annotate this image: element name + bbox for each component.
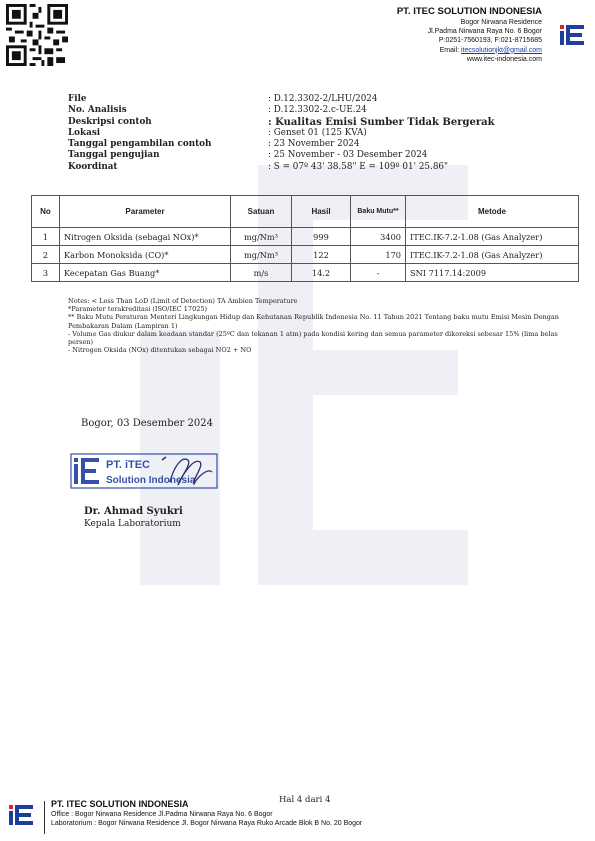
info-row: Tanggal pengambilan contoh : 23 November 2024: [68, 139, 360, 150]
table-header-row: [32, 196, 579, 228]
col-metode: Metode: [406, 196, 579, 228]
page-number: Hal 4 dari 4: [279, 795, 331, 805]
company-logo-icon: [557, 22, 587, 48]
address-line: Jl.Padma Nirwana Raya No. 6 Bogor: [427, 28, 542, 36]
col-satuan: Satuan: [231, 196, 292, 228]
stamp-line1: PT. iTEC: [106, 459, 151, 471]
stamp-line2: Solution Indonesia: [106, 475, 196, 486]
table-row: 3 Kecepatan Gas Buang* m/s 14.2 - SNI 7117.14:2009: [32, 264, 579, 282]
col-parameter: Parameter: [60, 196, 231, 228]
phone-line: P:0251-7560193, F:021-8715685: [438, 37, 542, 45]
note-line: - Volume Gas diukur dalam keadaan standar (25ºC dan tekanan 1 atm) pada kondisi kering dan semua parameter dikoreksi sebesar 15% (lima belas persen): [68, 329, 558, 347]
footer-info: [51, 800, 362, 829]
info-row: File : D.12.3302-2/LHU/2024: [68, 94, 378, 104]
company-header: [397, 6, 542, 64]
table-row: 2 Karbon Monoksida (CO)* mg/Nm³ 122 170 ITEC.IK-7.2-1.08 (Gas Analyzer): [32, 246, 579, 264]
signer-title: Kepala Laboratorium: [84, 519, 181, 529]
signer-name: Dr. Ahmad Syukri: [84, 506, 183, 517]
address-line: Bogor Nirwana Residence: [460, 19, 542, 26]
sample-info: [68, 94, 495, 173]
note-line: - Nitrogen Oksida (NOx) ditentukan sebagai NO2 + NO: [68, 346, 252, 355]
info-row: Deskripsi contoh : Kualitas Emisi Sumber Tidak Bergerak: [68, 116, 495, 128]
company-stamp: [70, 452, 220, 490]
info-row: Koordinat : S = 07º 43' 38.58" E = 109º 01' 25.86": [68, 161, 449, 172]
email-line: Email: itecsolutionjkt@gmail.com: [439, 46, 542, 54]
info-row: Tanggal pengujian : 25 November - 03 Desember 2024: [68, 150, 428, 161]
results-table: [31, 195, 579, 282]
notes: [68, 297, 578, 354]
signature-date: Bogor, 03 Desember 2024: [81, 418, 213, 429]
email-link[interactable]: itecsolutionjkt@gmail.com: [460, 46, 542, 54]
note-line: Notes: < Less Than LoD (Limit of Detection) TA Ambien Temperature: [68, 297, 298, 305]
col-no: No: [32, 196, 60, 228]
website[interactable]: www.itec-indonesia.com: [466, 55, 542, 63]
footer-divider: [44, 801, 45, 834]
note-line: ** Baku Mutu Peraturan Menteri Lingkungan Hidup dan Kehutanan Republik Indonesia No. 11 Tahun 2021 Tentang baku mutu Emisi Mesin Dengan Pembakaran Dalam (Lampiran 1): [68, 313, 559, 330]
footer-company: PT. ITEC SOLUTION INDONESIA: [51, 799, 189, 809]
footer-office: Office : Bogor Nirwana Residence Jl.Padma Nirwana Raya No. 6 Bogor: [51, 810, 273, 818]
note-line: *Parameter terakreditasi (ISO/IEC 17025): [68, 305, 208, 314]
info-row: No. Analisis : D.12.3302-2.c-UE.24: [68, 105, 367, 116]
qr-code: [6, 4, 68, 66]
footer-lab: Laboratorium : Bogor Nirwana Residence Jl. Bogor Nirwana Raya Ruko Arcade Blok B No. 20 Bogor: [51, 820, 363, 827]
footer-logo-icon: [6, 801, 36, 829]
col-hasil: Hasil: [292, 196, 351, 228]
col-baku-mutu: Baku Mutu**: [351, 196, 406, 228]
company-name: PT. ITEC SOLUTION INDONESIA: [396, 6, 542, 17]
table-row: 1 Nitrogen Oksida (sebagai NOx)* mg/Nm³ 999 3400 ITEC.IK-7.2-1.08 (Gas Analyzer): [32, 228, 579, 246]
info-row: Lokasi : Genset 01 (125 KVA): [68, 127, 367, 138]
